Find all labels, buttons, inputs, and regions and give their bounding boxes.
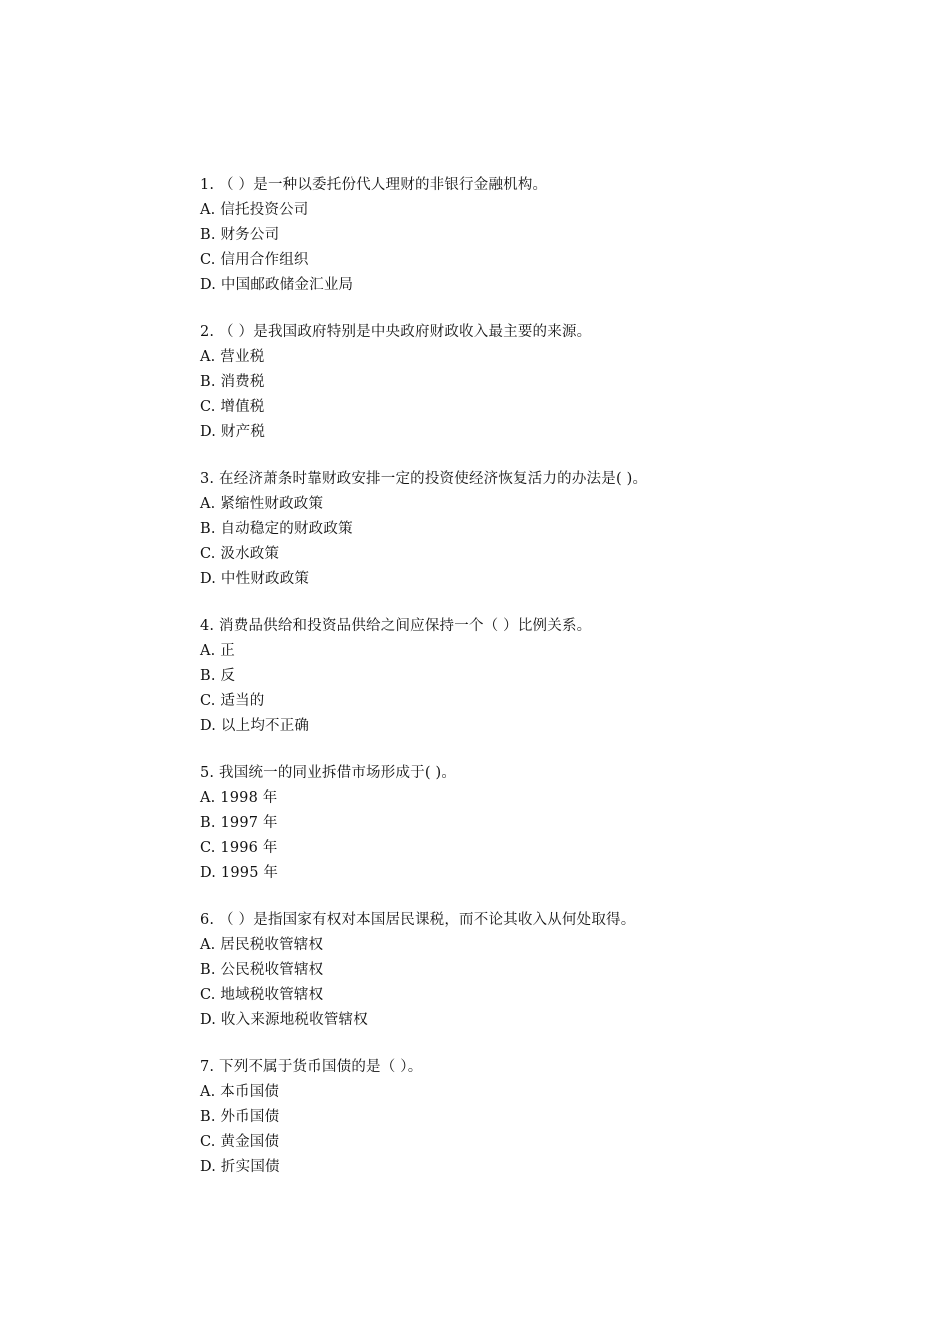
option-d: D. 折实国债 — [200, 1159, 280, 1175]
option-a: A. 1998 年 — [200, 790, 278, 806]
question-stem: 6. （ ）是指国家有权对本国居民课税，而不论其收入从何处取得。 — [200, 912, 636, 928]
option-a: A. 正 — [200, 643, 235, 659]
option-c: C. 汲水政策 — [200, 546, 280, 562]
question-stem: 4. 消费品供给和投资品供给之间应保持一个（ ）比例关系。 — [200, 618, 592, 634]
question-stem: 2. （ ）是我国政府特别是中央政府财政收入最主要的来源。 — [200, 324, 592, 340]
question-stem: 1. （ ）是一种以委托份代人理财的非银行金融机构。 — [200, 177, 548, 193]
question-7 — [200, 1055, 900, 1180]
option-c: C. 适当的 — [200, 693, 265, 709]
option-a: A. 本币国债 — [200, 1084, 280, 1100]
question-stem: 5. 我国统一的同业拆借市场形成于( )。 — [200, 765, 457, 781]
option-c: C. 信用合作组织 — [200, 252, 309, 268]
question-4 — [200, 614, 900, 739]
option-a: A. 居民税收管辖权 — [200, 937, 324, 953]
option-d: D. 1995 年 — [200, 865, 279, 881]
question-3 — [200, 467, 900, 592]
option-b: B. 自动稳定的财政政策 — [200, 521, 353, 537]
option-b: B. 外币国债 — [200, 1109, 280, 1125]
option-d: D. 中国邮政储金汇业局 — [200, 277, 354, 293]
question-stem: 7. 下列不属于货币国债的是（ ）。 — [200, 1059, 423, 1075]
document-page — [200, 173, 900, 1202]
option-d: D. 财产税 — [200, 424, 266, 440]
option-d: D. 中性财政政策 — [200, 571, 310, 587]
option-c: C. 地域税收管辖权 — [200, 987, 324, 1003]
option-b: B. 公民税收管辖权 — [200, 962, 324, 978]
option-b: B. 反 — [200, 668, 236, 684]
option-a: A. 紧缩性财政政策 — [200, 496, 324, 512]
question-stem: 3. 在经济萧条时靠财政安排一定的投资使经济恢复活力的办法是( )。 — [200, 471, 648, 487]
option-c: C. 增值税 — [200, 399, 265, 415]
option-d: D. 以上均不正确 — [200, 718, 310, 734]
question-5 — [200, 761, 900, 886]
option-b: B. 财务公司 — [200, 227, 280, 243]
question-6 — [200, 908, 900, 1033]
option-c: C. 黄金国债 — [200, 1134, 280, 1150]
option-c: C. 1996 年 — [200, 840, 278, 856]
option-b: B. 消费税 — [200, 374, 265, 390]
question-2 — [200, 320, 900, 445]
option-d: D. 收入来源地税收管辖权 — [200, 1012, 368, 1028]
option-a: A. 信托投资公司 — [200, 202, 309, 218]
question-1 — [200, 173, 900, 298]
option-b: B. 1997 年 — [200, 815, 278, 831]
option-a: A. 营业税 — [200, 349, 265, 365]
